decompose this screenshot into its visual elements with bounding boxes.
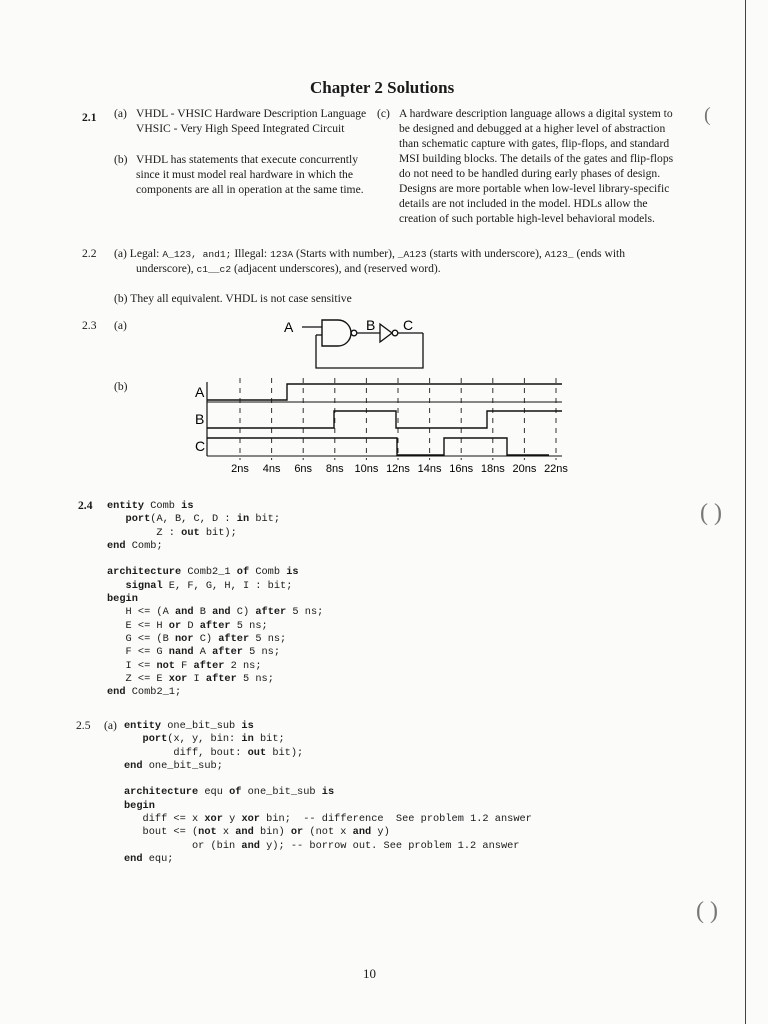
tick-label: 16ns: [449, 463, 474, 475]
code-keyword: entity: [107, 500, 145, 512]
code-text: 5 ns;: [286, 606, 324, 619]
note: (adjacent underscores), and: [233, 262, 362, 275]
code-keyword: architecture: [124, 786, 199, 799]
code-keyword: out: [181, 526, 200, 539]
code-text: bit);: [199, 526, 237, 539]
part-label: (c): [377, 107, 390, 120]
code-line: [107, 513, 323, 526]
text-line: [114, 246, 625, 261]
part-label: (b): [114, 380, 128, 393]
code-text: E, F, G, H, I : bit;: [162, 579, 293, 592]
tick-labels: [231, 463, 568, 475]
code-line: [124, 773, 532, 786]
code-keyword: after: [205, 672, 237, 685]
code-text: bin; -- difference See problem 1.2 answer: [259, 813, 532, 826]
code-keyword: after: [212, 646, 243, 659]
code-text: diff <= x: [124, 813, 205, 826]
code-line: [107, 686, 323, 699]
text-line: creation of such portable high-level behavioral models.: [399, 212, 655, 225]
code-line: [107, 527, 323, 540]
code-keyword: after: [199, 619, 231, 632]
note: (starts with underscore),: [429, 247, 542, 260]
note: (Starts with number),: [296, 247, 395, 260]
illegal-label: Illegal:: [234, 247, 268, 260]
code-keyword: out: [247, 746, 267, 759]
code-line: [124, 853, 532, 866]
problem-number: 2.1: [82, 111, 97, 124]
code-text: C): [230, 606, 256, 619]
code-line: [107, 593, 323, 606]
code-text: x: [216, 826, 236, 839]
code-text: diff, bout:: [124, 746, 248, 759]
code-text: 5 ns;: [236, 672, 274, 685]
code-keyword: and: [352, 826, 372, 839]
identifier: _A123: [397, 249, 427, 260]
waveform-a: [207, 384, 562, 400]
problem-number: 2.3: [82, 319, 97, 332]
text-line: components are all in operation at the same time.: [136, 183, 364, 196]
code-keyword: nor: [174, 632, 194, 645]
gate-label-b: B: [366, 317, 376, 333]
code-line: [107, 500, 323, 513]
tick-label: 8ns: [325, 463, 344, 475]
code-keyword: xor: [168, 672, 188, 685]
code-line: [107, 633, 323, 646]
code-text: y: [222, 813, 242, 826]
tick-label: 6ns: [294, 463, 313, 475]
code-line: [124, 747, 532, 760]
feedback-wire: [316, 333, 423, 368]
code-text: one_bit_sub: [161, 720, 242, 732]
waveform-b: [207, 411, 562, 428]
code-keyword: nand: [168, 646, 194, 659]
signal-label: C: [195, 438, 206, 454]
inverter: [380, 324, 392, 342]
code-keyword: or: [290, 826, 304, 839]
signal-label: B: [195, 411, 205, 427]
code-text: B: [193, 606, 213, 619]
code-text: bit;: [253, 733, 285, 746]
code-text: Comb: [144, 500, 182, 512]
code-text: y): [371, 826, 390, 839]
code-keyword: after: [218, 632, 250, 645]
gate-label-a: A: [284, 319, 294, 335]
code-keyword: is: [321, 786, 335, 799]
page-title: Chapter 2 Solutions: [310, 78, 455, 97]
text-line: VHDL has statements that execute concurrently: [136, 153, 359, 166]
code-text: 2 ns;: [224, 659, 262, 672]
code-keyword: of: [229, 786, 242, 799]
code-text: D: [181, 619, 200, 632]
scan-mark: (: [704, 104, 711, 126]
code-text: F: [174, 659, 194, 672]
text-line: since it must model real hardware in which the: [136, 168, 353, 181]
gate-diagram: [280, 310, 440, 372]
text-line: [114, 291, 352, 306]
code-text: bit);: [266, 746, 304, 759]
code-keyword: and: [235, 826, 254, 839]
code-text: equ: [198, 786, 230, 799]
code-text: 5 ns;: [242, 646, 281, 659]
code-line: [107, 646, 323, 659]
code-line: [124, 760, 532, 773]
part-label: (b): [114, 292, 128, 305]
code-text: one_bit_sub;: [142, 759, 223, 772]
text-line: MSI building blocks. The details of the gates and flip-flops: [399, 152, 674, 165]
code-line: [107, 580, 323, 593]
code-text: equ;: [142, 852, 174, 865]
code-line: [124, 786, 532, 799]
text-line: VHSIC - Very High Speed Integrated Circuit: [136, 122, 345, 135]
code-line: [107, 553, 323, 566]
code-line: [107, 540, 323, 553]
code-line: [124, 800, 532, 813]
identifier: A_123, and1;: [162, 249, 232, 260]
tick-label: 20ns: [512, 463, 537, 475]
code-text: Z <= E: [107, 672, 169, 685]
signal-label: A: [195, 384, 205, 400]
code-keyword: signal: [125, 579, 163, 592]
code-text: (A, B, C, D :: [150, 513, 237, 526]
code-keyword: is: [181, 500, 194, 512]
code-keyword: not: [156, 659, 175, 672]
code-text: (not x: [303, 826, 353, 839]
note: (reserved word).: [364, 262, 441, 275]
code-line: [124, 826, 532, 839]
code-line: [107, 673, 323, 686]
code-line: [107, 606, 323, 619]
code-keyword: is: [241, 720, 254, 732]
identifier: c1__c2: [196, 264, 232, 275]
code-keyword: architecture: [107, 566, 182, 579]
text-line: Designs are more portable when low-level library-specific: [399, 182, 670, 195]
code-text: y); -- borrow out. See problem 1.2 answer: [259, 839, 520, 852]
identifier: 123A: [270, 249, 294, 260]
code-text: H <= (A: [107, 606, 175, 619]
page-edge-line: [745, 0, 746, 1024]
answer-text: They all equivalent. VHDL is not case sensitive: [130, 292, 352, 305]
code-line: [124, 733, 532, 746]
vhdl-code-block: [124, 720, 532, 866]
code-text: bout <= (: [124, 826, 199, 839]
problem-number: 2.2: [82, 247, 97, 260]
code-text: [107, 580, 126, 592]
tick-label: 12ns: [386, 463, 410, 475]
code-text: C): [193, 632, 219, 645]
tick-label: 22ns: [544, 463, 568, 475]
legal-label: Legal:: [129, 247, 160, 260]
code-keyword: port: [142, 733, 168, 746]
code-text: Comb;: [125, 539, 163, 552]
code-keyword: port: [125, 513, 151, 526]
code-keyword: and: [241, 839, 260, 852]
code-keyword: end: [124, 852, 143, 865]
part-label: (a): [104, 719, 117, 732]
code-keyword: xor: [241, 813, 260, 826]
tick-label: 14ns: [417, 463, 442, 475]
code-text: one_bit_sub: [241, 786, 322, 799]
tick-label: 10ns: [354, 463, 379, 475]
scan-mark: ( ): [696, 898, 718, 924]
code-text: F <= G: [107, 646, 169, 659]
code-line: [124, 720, 532, 733]
code-text: [107, 513, 126, 525]
code-keyword: or: [168, 619, 182, 632]
code-keyword: and: [212, 606, 231, 619]
scan-mark: ( ): [700, 500, 722, 526]
tick-label: 4ns: [262, 463, 281, 475]
problem-number: 2.5: [76, 719, 91, 732]
vhdl-code-block: [107, 500, 323, 699]
code-keyword: of: [236, 566, 250, 579]
inversion-bubble: [351, 330, 357, 336]
code-keyword: after: [193, 659, 225, 672]
tick-label: 2ns: [231, 463, 249, 475]
code-text: Z :: [107, 526, 182, 539]
code-keyword: end: [107, 686, 126, 699]
code-text: A: [193, 646, 213, 659]
nand-gate: [322, 320, 351, 346]
text-line: details are not included in the model. HDLs allow the: [399, 197, 648, 210]
code-text: [124, 733, 143, 745]
part-label: (b): [114, 153, 128, 166]
timing-diagram: [190, 372, 570, 478]
page-number: 10: [363, 966, 376, 981]
code-text: 5 ns;: [249, 632, 287, 645]
text-line: than schematic capture with gates, flip-flops, and standard: [399, 137, 670, 150]
code-keyword: begin: [124, 799, 155, 812]
code-line: [124, 840, 532, 853]
code-text: E <= H: [107, 619, 169, 632]
code-text: bin): [253, 826, 291, 839]
code-text: Comb2_1: [181, 566, 237, 579]
code-line: [107, 620, 323, 633]
code-keyword: after: [255, 606, 287, 619]
code-text: I: [187, 672, 206, 685]
part-label: (a): [114, 319, 127, 332]
text-line: [136, 261, 441, 276]
part-label: (a): [114, 107, 127, 120]
gate-label-c: C: [403, 317, 414, 333]
code-line: [107, 566, 323, 579]
text-line: A hardware description language allows a digital system to: [399, 107, 673, 120]
text-line: VHDL - VHSIC Hardware Description Language: [136, 107, 367, 120]
identifier: A123_: [544, 249, 574, 260]
code-keyword: is: [286, 566, 299, 579]
code-text: G <= (B: [107, 632, 175, 645]
code-text: bit;: [249, 513, 281, 526]
code-keyword: in: [236, 513, 250, 526]
code-keyword: and: [174, 606, 194, 619]
text-line: do not need to be handled during early phases of design.: [399, 167, 661, 180]
part-label: (a): [114, 247, 127, 260]
code-keyword: not: [198, 826, 217, 839]
waveform-c: [207, 438, 549, 455]
code-text: I <=: [107, 659, 157, 672]
note: underscore),: [136, 262, 194, 275]
code-text: 5 ns;: [230, 619, 268, 632]
problem-number: 2.4: [78, 499, 93, 512]
tick-label: 18ns: [480, 463, 505, 475]
code-line: [124, 813, 532, 826]
note: (ends with: [576, 247, 626, 260]
code-keyword: end: [124, 759, 143, 772]
code-keyword: in: [241, 733, 254, 746]
text-line: be designed and debugged at a higher level of abstraction: [399, 122, 666, 135]
code-keyword: xor: [204, 813, 223, 826]
code-text: Comb2_1;: [125, 686, 182, 699]
code-keyword: entity: [124, 720, 162, 732]
code-line: [107, 660, 323, 673]
code-text: (x, y, bin:: [167, 733, 242, 746]
code-keyword: begin: [107, 593, 138, 606]
code-text: Comb: [249, 566, 287, 579]
code-text: or (bin: [124, 839, 242, 852]
code-keyword: end: [107, 539, 126, 552]
